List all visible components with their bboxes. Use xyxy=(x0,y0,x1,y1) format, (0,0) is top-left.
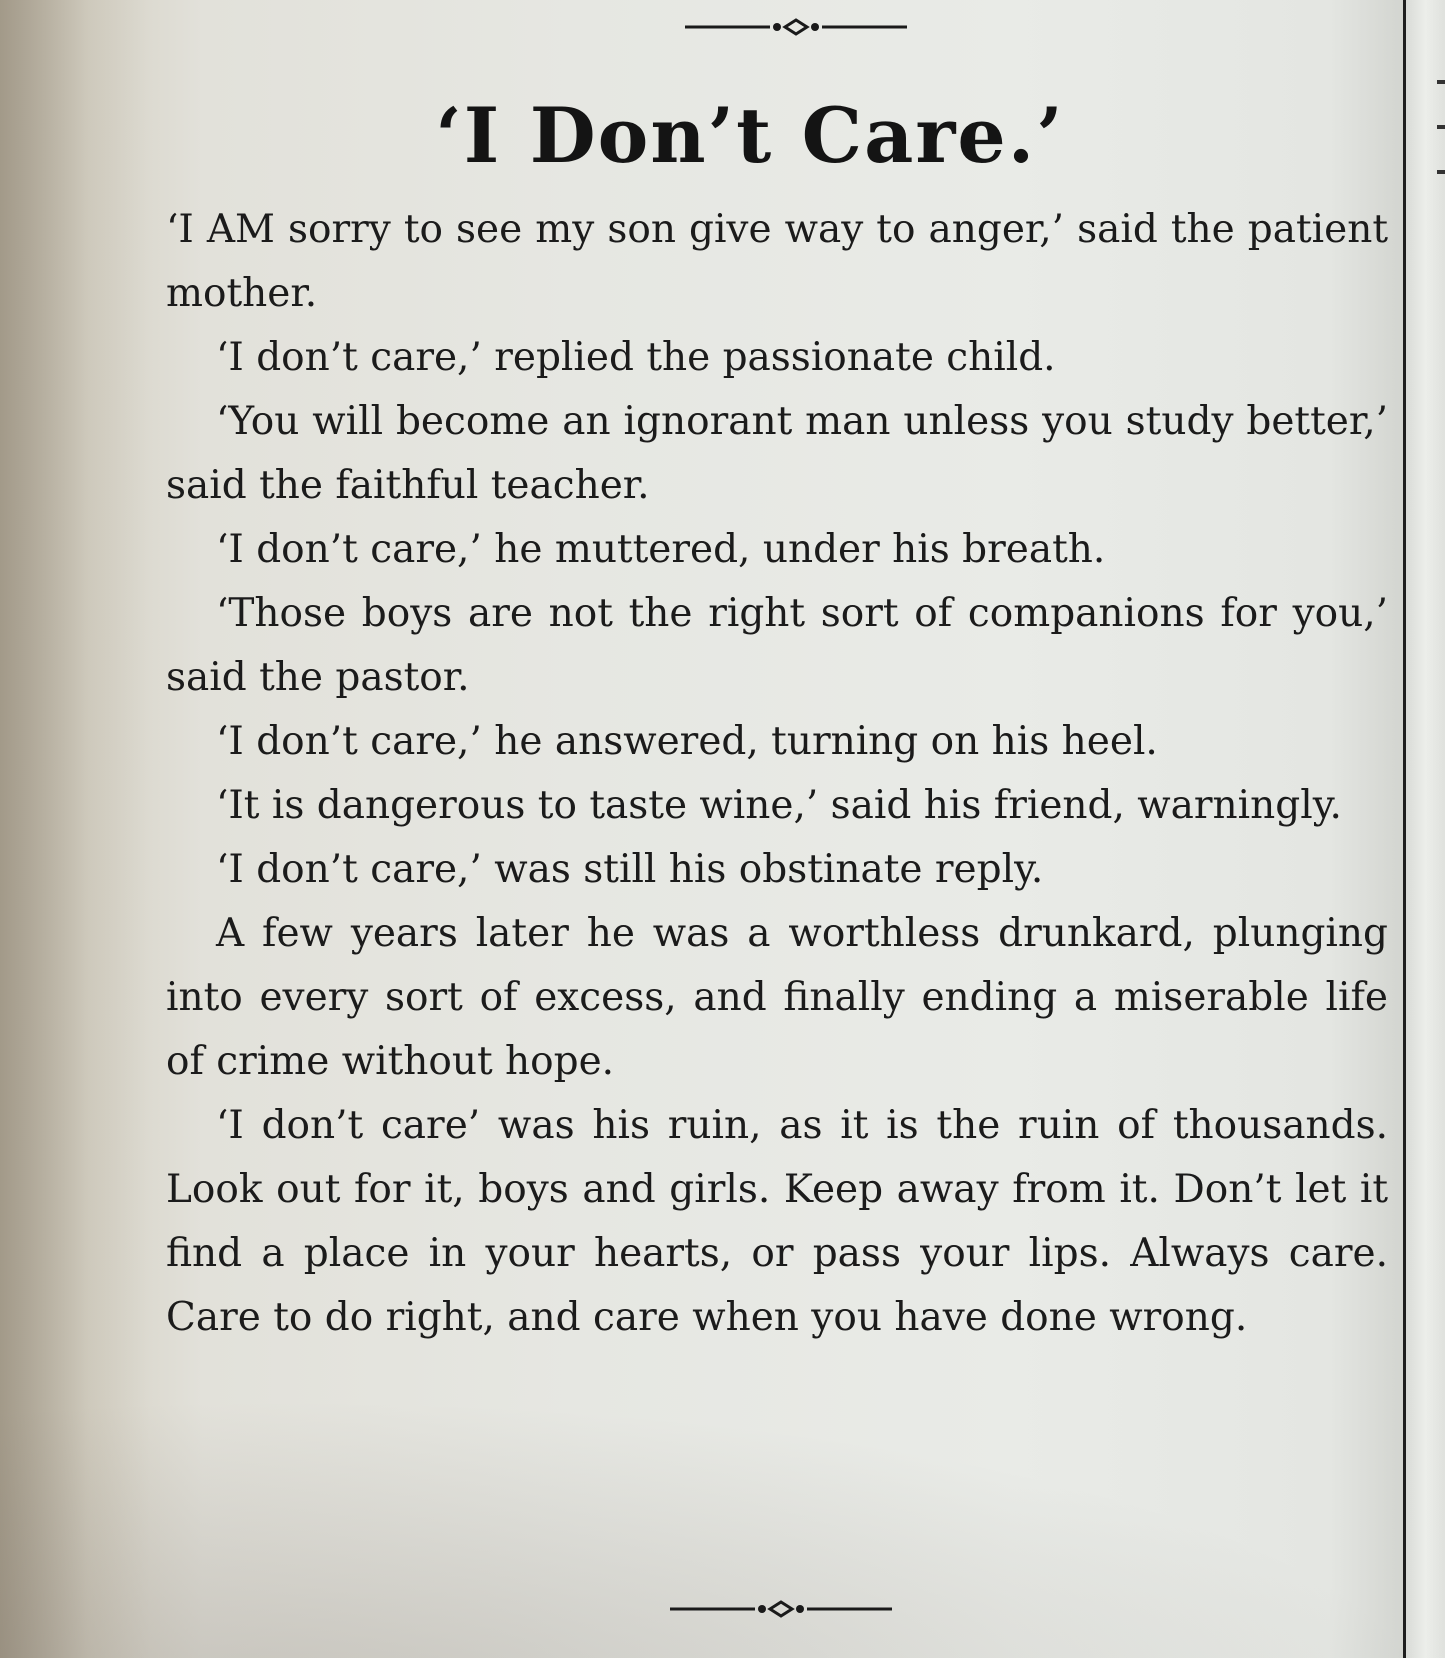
page-shadow-left xyxy=(0,0,150,1658)
paragraph: ‘I don’t care,’ he muttered, under his breath. xyxy=(216,527,1106,572)
edge-mark xyxy=(1437,80,1445,84)
paragraph: ‘I don’t care’ was his ruin, as it is the ruin of thousands. Look out for it, boys and girls. Keep away from it. Don’t let it find a place in your hearts, or pass your lips. Always care. Care to do right, and care when you have done wrong. xyxy=(166,1103,1388,1340)
paragraph: ‘It is dangerous to taste wine,’ said his friend, warningly. xyxy=(216,783,1342,828)
adjacent-page-edge xyxy=(1406,0,1445,1658)
edge-mark xyxy=(1437,125,1445,129)
paragraph: A few years later he was a worthless drunkard, plunging into every sort of excess, and finally ending a miserable life of crime without hope. xyxy=(166,911,1388,1084)
bottom-ornament-icon xyxy=(670,1594,892,1624)
paragraph: ‘I don’t care,’ he answered, turning on his heel. xyxy=(216,719,1158,764)
paragraph: ‘I don’t care,’ was still his obstinate reply. xyxy=(216,847,1044,892)
paragraph: ‘Those boys are not the right sort of companions for you,’ said the pastor. xyxy=(166,591,1388,700)
edge-mark xyxy=(1437,170,1445,174)
article-title: ‘I Don’t Care.’ xyxy=(435,91,1065,180)
paragraph: ‘I AM sorry to see my son give way to anger,’ said the patient mother. xyxy=(166,207,1388,316)
top-ornament-icon xyxy=(685,12,907,42)
article-body xyxy=(166,198,1388,1350)
paragraph: ‘I don’t care,’ replied the passionate child. xyxy=(216,335,1056,380)
paragraph: ‘You will become an ignorant man unless you study better,’ said the faithful teacher. xyxy=(166,399,1388,508)
